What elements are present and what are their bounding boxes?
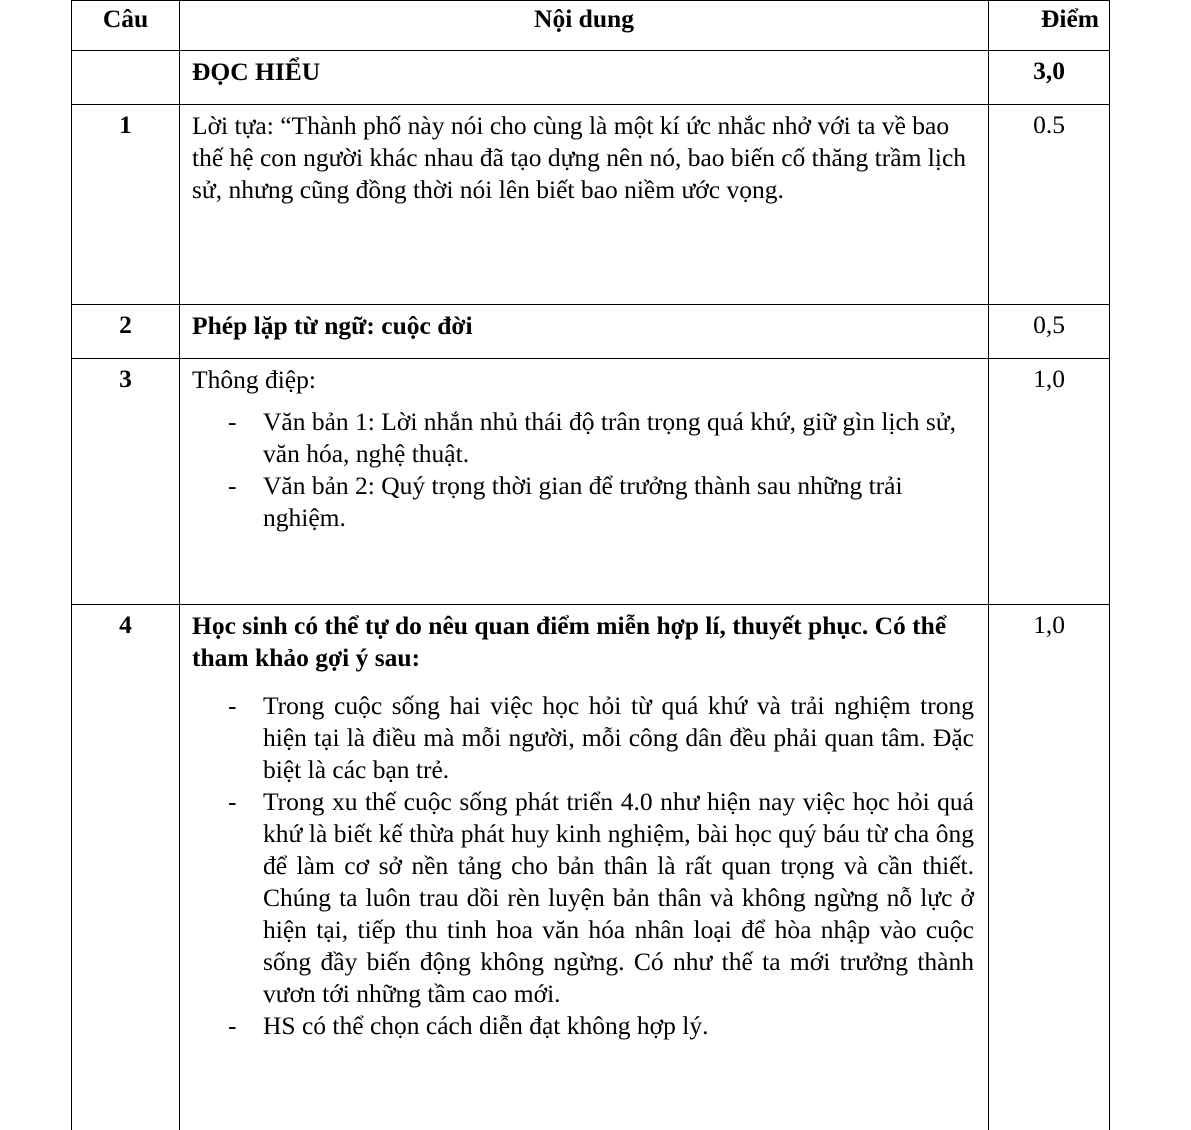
section-title: ĐỌC HIỂU	[180, 51, 989, 105]
dash-bullet-icon: -	[228, 786, 237, 818]
answer-text: Lời tựa: “Thành phố này nói cho cùng là một kí ức nhắc nhở với ta về bao thế hệ con người khác nhau đã tạo dựng nên nó, bao biến cố thăng trầm lịch sử, nhưng cũng đồng thời nói lên biết bao niềm ước vọng.	[192, 110, 976, 206]
header-row	[72, 1, 1110, 51]
question-content	[180, 359, 989, 605]
question-score: 1,0	[989, 605, 1110, 1130]
section-row	[72, 51, 1110, 105]
section-num-cell	[72, 51, 180, 105]
dash-bullet-icon: -	[228, 1010, 237, 1042]
question-row-2	[72, 305, 1110, 359]
bullet-text: Trong cuộc sống hai việc học hỏi từ quá khứ và trải nghiệm trong hiện tại là điều mà mỗi người, mỗi công dân đều phải quan tâm. Đặc biệt là các bạn trẻ.	[263, 691, 974, 784]
question-content	[180, 105, 989, 305]
list-item	[192, 406, 976, 470]
header-cau: Câu	[72, 1, 180, 51]
answer-bullet-list	[192, 406, 976, 534]
answer-intro: Học sinh có thể tự do nêu quan điểm miễn hợp lí, thuyết phục. Có thể tham khảo gợi ý sau:	[192, 610, 976, 674]
question-score: 1,0	[989, 359, 1110, 605]
question-number: 2	[72, 305, 180, 359]
question-row-3	[72, 359, 1110, 605]
list-item	[192, 470, 976, 534]
question-content	[180, 605, 989, 1130]
question-row-4	[72, 605, 1110, 1130]
list-item	[192, 690, 976, 786]
bullet-text: Văn bản 2: Quý trọng thời gian để trưởng thành sau những trải nghiệm.	[263, 471, 903, 532]
bullet-text: HS có thể chọn cách diễn đạt không hợp lý.	[263, 1011, 708, 1040]
answer-bullet-list	[192, 690, 976, 1042]
question-number: 3	[72, 359, 180, 605]
header-noi-dung: Nội dung	[180, 1, 989, 51]
list-item	[192, 786, 976, 1010]
question-score: 0,5	[989, 305, 1110, 359]
section-score: 3,0	[989, 51, 1110, 105]
question-score: 0.5	[989, 105, 1110, 305]
question-number: 1	[72, 105, 180, 305]
dash-bullet-icon: -	[228, 470, 237, 502]
bullet-text: Trong xu thế cuộc sống phát triển 4.0 như hiện nay việc học hỏi quá khứ là biết kế thừa phát huy kinh nghiệm, bài học quý báu từ cha ông để làm cơ sở nền tảng cho bản thân là rất quan trọng và cần thiết. Chúng ta luôn trau dồi rèn luyện bản thân và không ngừng nỗ lực ở hiện tại, tiếp thu tinh hoa văn hóa nhân loại để hòa nhập vào cuộc sống đầy biến động không ngừng. Có như thế ta mới trưởng thành vươn tới những tầm cao mới.	[263, 787, 974, 1008]
list-item	[192, 1010, 976, 1042]
answer-key-table	[71, 0, 1110, 1130]
answer-intro: Thông điệp:	[192, 364, 976, 396]
bullet-text: Văn bản 1: Lời nhắn nhủ thái độ trân trọng quá khứ, giữ gìn lịch sử, văn hóa, nghệ thuật.	[263, 407, 956, 468]
question-row-1	[72, 105, 1110, 305]
dash-bullet-icon: -	[228, 406, 237, 438]
dash-bullet-icon: -	[228, 690, 237, 722]
question-number: 4	[72, 605, 180, 1130]
question-content: Phép lặp từ ngữ: cuộc đời	[180, 305, 989, 359]
header-diem: Điểm	[989, 1, 1110, 51]
